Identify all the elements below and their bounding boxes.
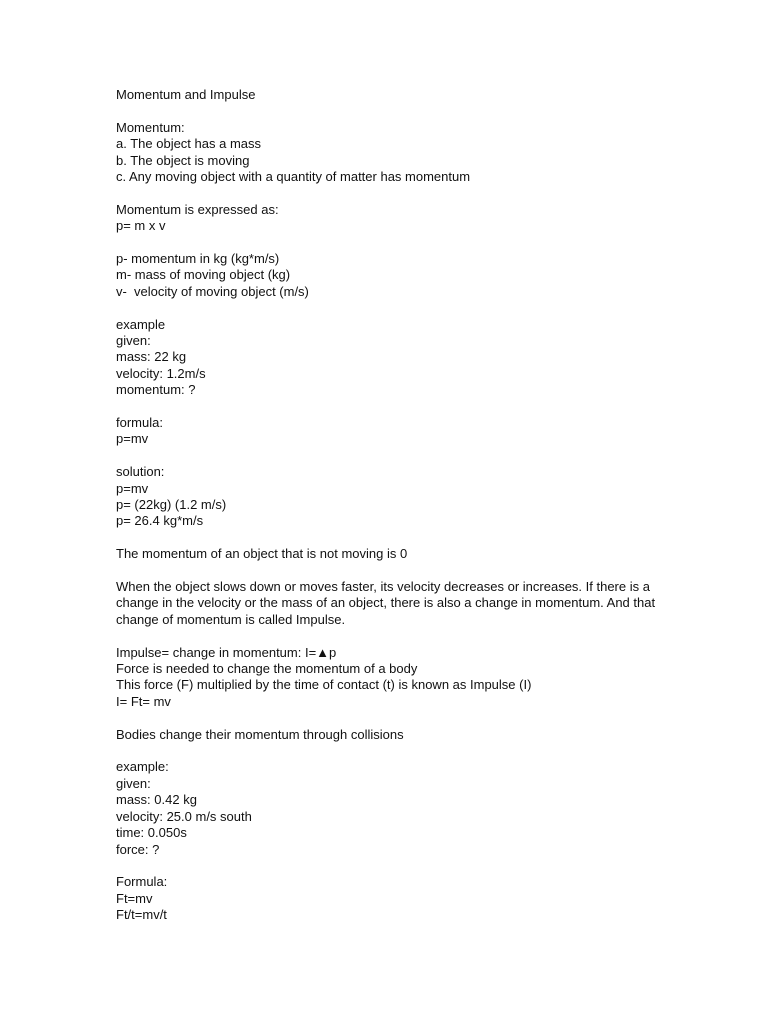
statement-zero-momentum: The momentum of an object that is not moving is 0 xyxy=(116,546,408,562)
impulse-line: Force is needed to change the momentum of a body xyxy=(116,661,418,677)
example1-given-label: given: xyxy=(116,333,151,349)
statement-collisions: Bodies change their momentum through collisions xyxy=(116,726,404,742)
spacer xyxy=(116,563,656,579)
example1-solution-step: p= 26.4 kg*m/s xyxy=(116,513,204,529)
example1-given-item: velocity: 1.2m/s xyxy=(116,365,206,381)
spacer xyxy=(116,300,656,316)
momentum-heading: Momentum: xyxy=(116,119,185,135)
example1-solution-label: solution: xyxy=(116,464,165,480)
example2-given-label: given: xyxy=(116,775,151,791)
spacer xyxy=(116,103,656,119)
impulse-line: This force (F) multiplied by the time of contact (t) is known as Impulse (I) xyxy=(116,677,532,693)
definition-line: p- momentum in kg (kg*m/s) xyxy=(116,251,280,267)
example2-formula-step: Ft/t=mv/t xyxy=(116,907,167,923)
document-title: Momentum and Impulse xyxy=(116,87,256,102)
example2-label: example: xyxy=(116,759,169,775)
example2-formula-label: Formula: xyxy=(116,874,168,890)
example2-formula-step: Ft=mv xyxy=(116,890,153,906)
spacer xyxy=(116,858,656,874)
spacer xyxy=(116,743,656,759)
example1-given-item: momentum: ? xyxy=(116,382,196,398)
spacer xyxy=(116,235,656,251)
example2-given-item: time: 0.050s xyxy=(116,825,187,841)
example2-given-item: velocity: 25.0 m/s south xyxy=(116,808,252,824)
example1-solution-step: p= (22kg) (1.2 m/s) xyxy=(116,497,227,513)
example2-given-item: mass: 0.42 kg xyxy=(116,792,197,808)
momentum-item: a. The object has a mass xyxy=(116,136,262,152)
spacer xyxy=(116,530,656,546)
spacer xyxy=(116,399,656,415)
example1-formula: p=mv xyxy=(116,431,149,447)
spacer xyxy=(116,185,656,201)
example1-solution-step: p=mv xyxy=(116,480,149,496)
expression-heading: Momentum is expressed as: xyxy=(116,201,279,217)
example2-given-item: force: ? xyxy=(116,841,160,857)
impulse-line: Impulse= change in momentum: I=▲p xyxy=(116,644,337,660)
expression-formula: p= m x v xyxy=(116,218,166,234)
example1-label: example xyxy=(116,316,166,332)
example1-given-item: mass: 22 kg xyxy=(116,349,187,365)
spacer xyxy=(116,448,656,464)
document-body xyxy=(116,87,656,924)
impulse-line: I= Ft= mv xyxy=(116,693,171,709)
momentum-item: b. The object is moving xyxy=(116,152,250,168)
spacer xyxy=(116,628,656,644)
momentum-item: c. Any moving object with a quantity of matter has momentum xyxy=(116,169,471,185)
definition-line: v- velocity of moving object (m/s) xyxy=(116,283,309,299)
example1-formula-label: formula: xyxy=(116,415,163,431)
paragraph-velocity-change: When the object slows down or moves faster, its velocity decreases or increases. If there is a change in the velocity or the mass of an object, there is also a change in momentum. And that change of momentum is called Impulse. xyxy=(116,579,656,627)
spacer xyxy=(116,710,656,726)
definition-line: m- mass of moving object (kg) xyxy=(116,267,291,283)
